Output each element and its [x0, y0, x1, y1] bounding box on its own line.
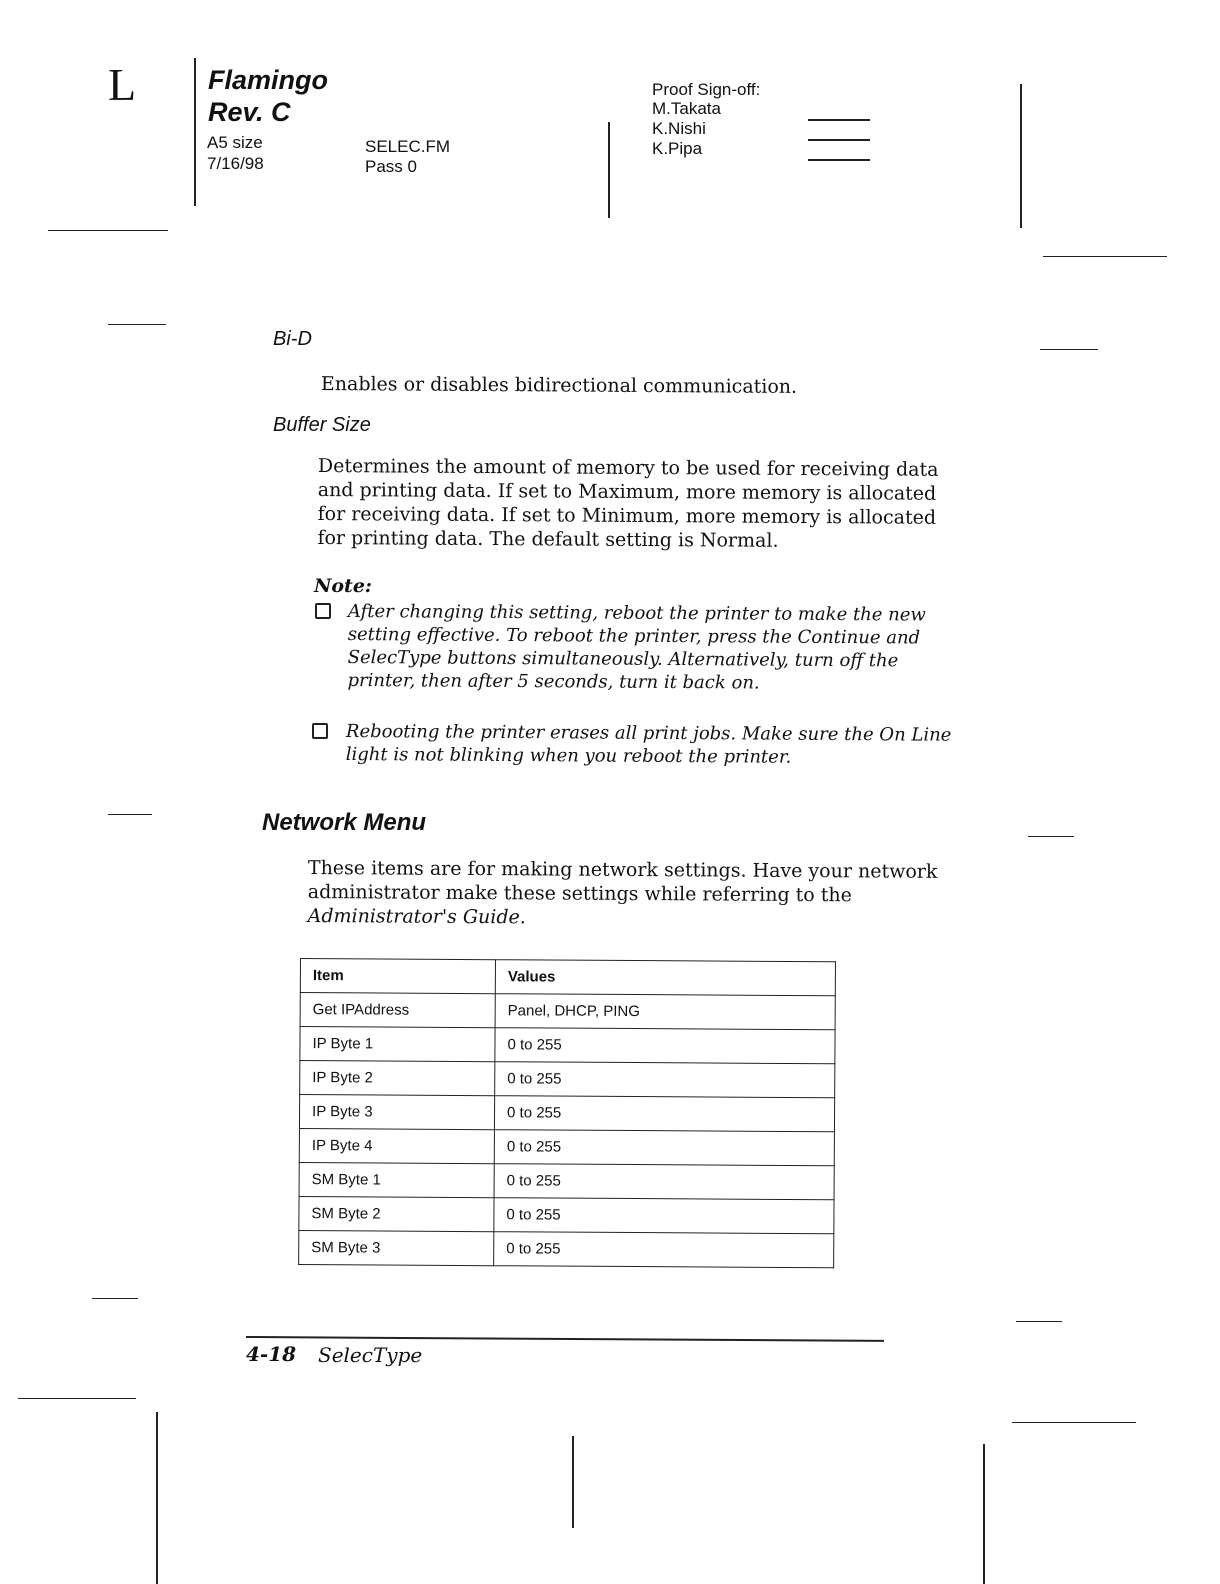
footer-rule: [246, 1336, 884, 1342]
text-line: Administrator's Guide.: [307, 904, 526, 929]
chapter-title: SelecType: [318, 1343, 423, 1367]
table-cell-value: 0 to 255: [494, 1198, 834, 1234]
bid-text: Enables or disables bidirectional communication.: [320, 372, 798, 398]
network-heading: Network Menu: [262, 809, 427, 836]
table-cell-value: 0 to 255: [495, 1028, 835, 1064]
text-line: light is not blinking when you reboot the printer.: [345, 743, 792, 768]
text-line: SelecType buttons simultaneously. Alternatively, turn off the: [347, 646, 899, 672]
table-cell-item: IP Byte 2: [300, 1061, 495, 1096]
text-line: Determines the amount of memory to be used for receiving data: [317, 454, 939, 481]
buffer-heading: Buffer Size: [273, 414, 371, 436]
table-cell-value: 0 to 255: [494, 1232, 834, 1268]
table-header-values: Values: [495, 960, 835, 996]
note-label: Note:: [314, 575, 372, 597]
doc-size: A5 size: [207, 133, 263, 152]
doc-title-line2: Rev. C: [208, 97, 291, 127]
network-text: [308, 856, 938, 932]
text-line: for printing data. The default setting is Normal.: [317, 526, 779, 552]
text-line: administrator make these settings while referring to the: [307, 880, 853, 907]
crop-mark: [108, 814, 152, 815]
table-cell-value: Panel, DHCP, PING: [495, 994, 835, 1030]
crop-mark: [108, 324, 166, 325]
table-row: [300, 993, 835, 1030]
crop-mark: [156, 1412, 158, 1584]
table-cell-item: SM Byte 1: [299, 1162, 494, 1197]
text-line: setting effective. To reboot the printer, press the Continue and: [347, 623, 921, 649]
header-center-rule: [608, 122, 610, 218]
signoff-line: [808, 159, 870, 161]
table-cell-item: SM Byte 2: [299, 1196, 494, 1231]
table-cell-item: IP Byte 3: [299, 1095, 494, 1130]
doc-pass: Pass 0: [365, 157, 417, 176]
text-line: These items are for making network settings. Have your network: [307, 857, 938, 883]
bid-heading: Bi-D: [273, 328, 312, 350]
table-row: [299, 1196, 834, 1233]
crop-mark: [1043, 256, 1167, 257]
note-item: [346, 720, 952, 770]
table-cell-value: 0 to 255: [494, 1164, 834, 1200]
text-line: Rebooting the printer erases all print jobs. Make sure the On Line: [345, 721, 952, 746]
signoff-name: K.Pipa: [652, 139, 703, 158]
text-line: After changing this setting, reboot the printer to make the new: [347, 601, 926, 626]
table-header-item: Item: [300, 959, 495, 994]
note-item: [347, 600, 925, 696]
crop-mark: [48, 230, 168, 231]
buffer-text: [317, 454, 938, 554]
signoff-line: [808, 139, 870, 141]
table-row: [300, 1027, 835, 1064]
crop-mark: [1016, 1321, 1062, 1322]
text-line: for receiving data. If set to Minimum, more memory is allocated: [317, 502, 937, 529]
crop-mark: [983, 1444, 985, 1584]
doc-file: SELEC.FM: [365, 137, 451, 156]
crop-mark: [572, 1436, 574, 1528]
table-cell-item: SM Byte 3: [299, 1230, 494, 1265]
table-row: [299, 1230, 834, 1267]
signoff-name: M.Takata: [652, 99, 721, 118]
crop-mark: [18, 1398, 136, 1399]
signoff-line: [808, 119, 870, 121]
table-row: [300, 1061, 835, 1098]
signoff-name: K.Nishi: [652, 119, 706, 138]
doc-date: 7/16/98: [207, 154, 264, 173]
crop-mark: [1028, 836, 1074, 837]
page-number: 4-18: [246, 1342, 297, 1366]
doc-title-line1: Flamingo: [208, 65, 328, 95]
checkbox-bullet-icon: [315, 603, 331, 619]
doc-title: [208, 64, 328, 128]
crop-mark: [1040, 349, 1098, 350]
crop-mark: [1012, 1422, 1136, 1423]
table-cell-value: 0 to 255: [495, 1062, 835, 1098]
crop-mark: [1020, 84, 1022, 228]
crop-mark: [92, 1298, 138, 1299]
signoff-label: Proof Sign-off:: [652, 80, 761, 99]
table-row: [299, 1162, 834, 1199]
text-line: printer, then after 5 seconds, turn it back on.: [347, 669, 760, 694]
table-cell-item: IP Byte 4: [299, 1128, 494, 1163]
table-cell-value: 0 to 255: [494, 1130, 834, 1166]
text-line: and printing data. If set to Maximum, more memory is allocated: [317, 478, 937, 505]
table-cell-value: 0 to 255: [494, 1096, 834, 1132]
table-row: [299, 1128, 834, 1165]
header-divider: [194, 58, 196, 206]
table-cell-item: Get IPAddress: [300, 993, 495, 1028]
corner-letter: L: [108, 59, 137, 110]
network-settings-table: [298, 958, 836, 1268]
table-row: [299, 1095, 834, 1132]
checkbox-bullet-icon: [312, 723, 328, 739]
table-cell-item: IP Byte 1: [300, 1027, 495, 1062]
table-header-row: [300, 959, 835, 996]
